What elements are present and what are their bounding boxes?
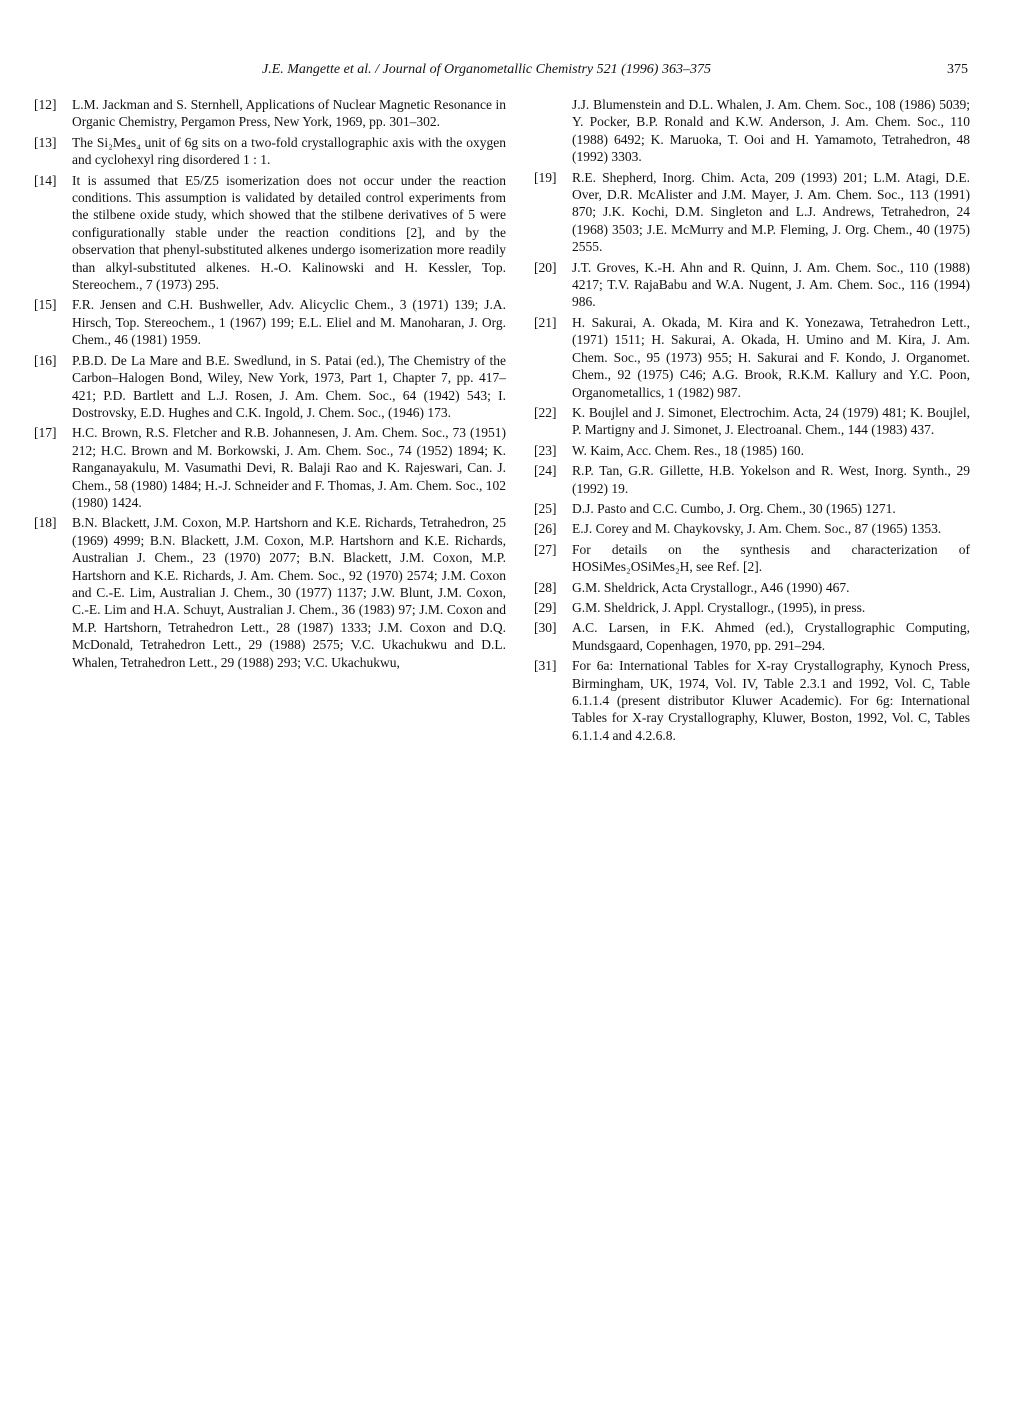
reference-number: [15] xyxy=(34,297,57,313)
reference-number: [29] xyxy=(534,599,557,615)
reference-text: J.J. Blumenstein and D.L. Whalen, J. Am. Chem. Soc., 108 (1986) 5039; Y. Pocker, B.P. Ronald and K.W. Anderson, J. Am. Chem. Soc., 110 (1988) 6492; K. Maruoka, T. Ooi and H. Yamamoto, Tetrahedron, 48 (1992) 3303. xyxy=(572,97,970,165)
reference-item xyxy=(34,172,506,294)
reference-text: R.E. Shepherd, Inorg. Chim. Acta, 209 (1993) 201; L.M. Atagi, D.E. Over, D.R. McAlister and J.M. Mayer, J. Am. Chem. Soc., 113 (1991) 870; J.K. Kochi, D.M. Singleton and L.J. Andrews, Tetrahedron, 24 (1968) 3503; J.E. McMurry and M.P. Fleming, J. Org. Chem., 40 (1975) 2555. xyxy=(572,169,970,255)
page-header xyxy=(0,62,1024,86)
reference-continuation xyxy=(534,96,970,166)
reference-number: [19] xyxy=(534,169,557,185)
reference-number: [17] xyxy=(34,425,57,441)
reference-item xyxy=(534,169,970,256)
reference-item xyxy=(534,404,970,439)
reference-item xyxy=(534,314,970,401)
reference-number: [14] xyxy=(34,172,57,188)
reference-text: For details on the synthesis and characterization of HOSiMes₂OSiMes₂H, see Ref. [2]. xyxy=(572,541,970,575)
reference-number: [27] xyxy=(534,541,557,557)
reference-item xyxy=(34,96,506,131)
reference-item xyxy=(534,541,970,576)
reference-item xyxy=(534,500,970,517)
reference-text: D.J. Pasto and C.C. Cumbo, J. Org. Chem., 30 (1965) 1271. xyxy=(572,500,896,516)
reference-text: J.T. Groves, K.-H. Ahn and R. Quinn, J. Am. Chem. Soc., 110 (1988) 4217; T.V. RajaBabu and W.A. Nugent, J. Am. Chem. Soc., 116 (1994) 986. xyxy=(572,259,970,310)
page-number: 375 xyxy=(947,62,968,77)
reference-number: [21] xyxy=(534,314,557,330)
reference-number: [13] xyxy=(34,134,57,150)
reference-item xyxy=(534,520,970,537)
reference-item xyxy=(34,296,506,348)
reference-item xyxy=(534,579,970,596)
reference-text: For 6a: International Tables for X-ray Crystallography, Kynoch Press, Birmingham, UK, 1974, Vol. IV, Table 2.3.1 and 1992, Vol. C, Table 6.1.1.4 (present distributor Kluwer Academic). For 6g: International Tables for X-ray Crystallography, Kluwer, Boston, 1992, Vol. C, Tables 6.1.1.4 and 4.2.6.8. xyxy=(572,658,970,743)
reference-number: [25] xyxy=(534,500,557,516)
reference-text: The Si₂Mes₄ unit of 6g sits on a two-fold crystallographic axis with the oxygen and cyclohexyl ring disordered 1 : 1. xyxy=(72,134,506,168)
reference-item xyxy=(34,352,506,422)
reference-text: H. Sakurai, A. Okada, M. Kira and K. Yonezawa, Tetrahedron Lett., (1971) 1511; H. Sakurai, A. Okada, H. Umino and M. Kira, J. Am. Chem. Soc., 95 (1973) 955; H. Sakurai and F. Kondo, J. Organomet. Chem., 92 (1975) C46; A.G. Brook, R.K.M. Kallury and Y.C. Poon, Organometallics, 1 (1982) 987. xyxy=(572,314,970,400)
reference-number: [22] xyxy=(534,404,557,420)
reference-number: [12] xyxy=(34,97,57,112)
reference-item xyxy=(534,619,970,654)
reference-number: [18] xyxy=(34,515,57,531)
reference-item xyxy=(534,657,970,744)
reference-text: E.J. Corey and M. Chaykovsky, J. Am. Chem. Soc., 87 (1965) 1353. xyxy=(572,521,942,537)
reference-number: [30] xyxy=(534,620,557,636)
reference-text: K. Boujlel and J. Simonet, Electrochim. Acta, 24 (1979) 481; K. Boujlel, P. Martigny and J. Simonet, J. Electroanal. Chem., 144 (1983) 437. xyxy=(572,404,970,438)
reference-text: G.M. Sheldrick, J. Appl. Crystallogr., (1995), in press. xyxy=(572,599,866,615)
reference-number: [26] xyxy=(534,521,557,537)
reference-text: G.M. Sheldrick, Acta Crystallogr., A46 (1990) 467. xyxy=(572,579,850,595)
reference-text: L.M. Jackman and S. Sternhell, Applications of Nuclear Magnetic Resonance in Organic Chemistry, Pergamon Press, New York, 1969, pp. 301–302. xyxy=(72,97,506,130)
reference-item xyxy=(34,514,506,671)
reference-item xyxy=(534,442,970,459)
references-right-column xyxy=(534,96,970,747)
reference-item xyxy=(34,424,506,511)
reference-item xyxy=(534,462,970,497)
reference-number: [20] xyxy=(534,259,557,275)
reference-text: W. Kaim, Acc. Chem. Res., 18 (1985) 160. xyxy=(572,442,804,458)
running-head: J.E. Mangette et al. / Journal of Organometallic Chemistry 521 (1996) 363–375 xyxy=(262,62,711,77)
reference-text: P.B.D. De La Mare and B.E. Swedlund, in S. Patai (ed.), The Chemistry of the Carbon–Halogen Bond, Wiley, New York, 1973, Part 1, Chapter 7, pp. 417–421; P.D. Bartlett and L.J. Rosen, J. Am. Chem. Soc., 64 (1942) 543; I. Dostrovsky, E.D. Hughes and C.K. Ingold, J. Chem. Soc., (1946) 173. xyxy=(72,352,506,420)
reference-item xyxy=(34,134,506,169)
reference-text: It is assumed that E5/Z5 isomerization does not occur under the reaction conditions. This assumption is validated by detailed control experiments from the stilbene oxide study, which showed that the stilbene derivatives of 5 were configurationally stable under the reaction conditions [2], and by the observation that phenyl-substituted alkenes undergo isomerization more readily than alkyl-substituted alkenes. H.-O. Kalinowski and H. Kessler, Top. Stereochem., 7 (1973) 295. xyxy=(72,172,506,293)
reference-text: H.C. Brown, R.S. Fletcher and R.B. Johannesen, J. Am. Chem. Soc., 73 (1951) 212; H.C. Brown and M. Borkowski, J. Am. Chem. Soc., 74 (1952) 1894; K. Ranganayakulu, M. Vasumathi Devi, R. Balaji Rao and K. Rajeswari, Can. J. Chem., 58 (1980) 1484; H.-J. Schneider and F. Thomas, J. Am. Chem. Soc., 102 (1980) 1424. xyxy=(72,425,506,510)
references-left-column xyxy=(34,96,506,674)
reference-number: [28] xyxy=(534,579,557,595)
reference-text: F.R. Jensen and C.H. Bushweller, Adv. Alicyclic Chem., 3 (1971) 139; J.A. Hirsch, Top. Stereochem., 1 (1967) 199; E.L. Eliel and M. Manoharan, J. Org. Chem., 46 (1981) 1959. xyxy=(72,297,506,348)
reference-item xyxy=(534,259,970,311)
reference-text: B.N. Blackett, J.M. Coxon, M.P. Hartshorn and K.E. Richards, Tetrahedron, 25 (1969) 4999; B.N. Blackett, J.M. Coxon, M.P. Hartshorn and K.E. Richards, Australian J. Chem., 23 (1970) 2077; B.N. Blackett, J.M. Coxon, M.P. Hartshorn and K.E. Richards, J. Am. Chem. Soc., 92 (1970) 2574; J.M. Coxon and C.-E. Lim, Australian J. Chem., 30 (1977) 1137; J.W. Blunt, J.M. Coxon, C.-E. Lim and H.A. Schuyt, Australian J. Chem., 36 (1983) 97; J.M. Coxon and M.P. Hartshorn, Tetrahedron Lett., 28 (1987) 1333; J.M. Coxon and D.Q. McDonald, Tetrahedron Lett., 29 (1988) 2575; V.C. Ukachukwu and D.L. Whalen, Tetrahedron Lett., 29 (1988) 293; V.C. Ukachukwu, xyxy=(72,515,506,670)
reference-text: R.P. Tan, G.R. Gillette, H.B. Yokelson and R. West, Inorg. Synth., 29 (1992) 19. xyxy=(572,463,970,496)
reference-number: [31] xyxy=(534,658,557,674)
reference-number: [23] xyxy=(534,442,557,458)
reference-item xyxy=(534,599,970,616)
reference-number: [24] xyxy=(534,463,557,479)
reference-number: [16] xyxy=(34,352,57,368)
reference-text: A.C. Larsen, in F.K. Ahmed (ed.), Crystallographic Computing, Mundsgaard, Copenhagen, 1970, pp. 291–294. xyxy=(572,620,970,653)
